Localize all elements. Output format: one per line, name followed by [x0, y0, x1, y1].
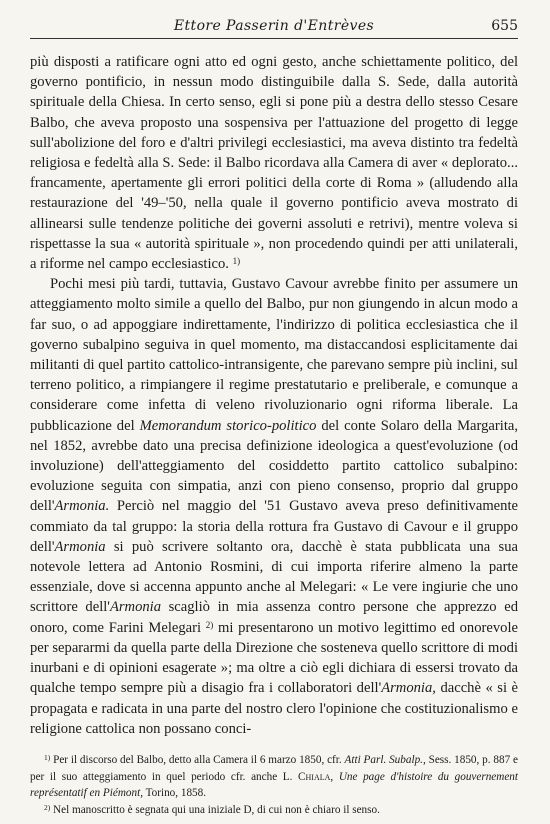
paragraph-2-text-e: scagliò in mia assenza contro persone che apprezzo ed onoro, come Farini Melegari — [30, 599, 518, 636]
paragraph-2-text-c: Perciò nel maggio del '51 Gustavo aveva preso definitivamente commiato da tal gruppo: la storia della rottura fra Gustavo di Cavour e il gruppo dell' — [30, 498, 518, 555]
paragraph-2-text-a: Pochi mesi più tardi, tuttavia, Gustavo Cavour avrebbe finito per assumere un atteggiamento molto simile a quello del Balbo, pur non giungendo in alcun modo a far suo, o ad appoggiare indirettamente, l'indirizzo di politica ecclesiastica che il governo subalpino seguiva in quel momento, ma distaccandosi esplicitamente dai militanti di quel partito cattolico-intransigente, che parevano sempre più inclini, sul terreno politico, a rimpiangere il regime prestatutario e preliberale, e comunque a considerare come infetta di veleno rivoluzionario ogni riforma liberale. La pubblicazione del — [30, 276, 518, 434]
paragraph-1 — [30, 52, 518, 274]
footnote-2 — [30, 802, 518, 819]
paragraph-2-text-g: dacchè « si è propagata e radicata in una parte del nostro clero l'opinione che costituzionalismo e religione cattolica non possano conci- — [30, 680, 518, 737]
footnote-1-text-a: Per il discorso del Balbo, detto alla Camera il 6 marzo 1850, cfr. — [50, 754, 345, 766]
footnote-1 — [30, 752, 518, 802]
paragraph-2 — [30, 274, 518, 739]
footnote-ref-2: 2) — [205, 619, 214, 630]
italic-armonia-1: Armonia. — [54, 498, 110, 515]
paragraph-2-text-f: mi presentarono un motivo legittimo ed onorevole per separarmi da quella parte della Direzione che sosteneva quello scrittore di modi inurbani e di opinioni esagerate »; ma oltre a ciò egli dichiara di essersi trovato da qualche tempo sempre più a disagio fra i collaboratori dell' — [30, 619, 518, 697]
footnotes — [30, 752, 518, 818]
paragraph-1-text: più disposti a ratificare ogni atto ed ogni gesto, anche schiettamente politico, del governo pontificio, in nessun modo distinguibile dalla S. Sede, dalla autorità spirituale della Chiesa. In certo senso, egli si pone più a destra dello stesso Cesare Balbo, che aveva proposto una sospensiva per l'attuazione del progetto di legge sull'abolizione del foro e d'altri privilegi ecclesiastici, ma aveva distinto tra fedeltà religiosa e fedeltà alla S. Sede: il Balbo ricordava alla Camera di aver « deplorato... francamente, apertamente gli errori politici della corte di Roma » (alludendo alla restaurazione del '49–'50, nella quale il governo pontificio aveva mostrato di allinearsi sulle tendenze politiche dei governi assoluti e retrivi), mentre voleva si rispettasse la sua « autorità spirituale », non procedendo quindi per atti unilaterali, a riforme nel campo ecclesiastico. — [30, 54, 518, 273]
italic-armonia-2: Armonia — [54, 538, 106, 555]
footnote-1-author: Chiala — [298, 770, 331, 783]
footnote-1-italic-a: Atti Parl. Subalp., — [344, 754, 426, 766]
footnote-2-text: Nel manoscritto è segnata qui una iniziale D, di cui non è chiaro il senso. — [50, 803, 380, 816]
italic-title-memorandum: Memorandum storico-politico — [139, 417, 317, 434]
footnote-1-mark: 1) — [44, 753, 51, 762]
footnote-2-mark: 2) — [44, 802, 51, 812]
footnote-1-text-d: Torino, 1858. — [143, 787, 207, 800]
running-title: Ettore Passerin d'Entrèves — [173, 18, 375, 34]
footnote-1-italic-b: Une page d'histoire du gouvernement représentatif en Piémont, — [30, 770, 518, 800]
footnote-ref-1: 1) — [232, 256, 241, 267]
italic-armonia-3: Armonia — [109, 599, 162, 616]
paragraph-2-text-d: si può scrivere soltanto ora, dacchè è stata pubblicata una sua notevole lettera ad Antonio Rosmini, di cui importa riferire almeno la parte essenziale, dove si accenna appunto anche al Melegari: « Le vere ingiurie che uno scrittore dell' — [30, 538, 518, 616]
body-text — [30, 52, 518, 739]
italic-armonia-4: Armonia, — [381, 680, 436, 697]
page-number: 655 — [491, 18, 518, 34]
running-header — [30, 14, 518, 39]
footnote-1-text-b: Sess. 1850, p. 887 e per il suo atteggiamento in quel periodo cfr. anche L. — [30, 754, 518, 783]
footnote-1-text-c: , — [330, 770, 339, 783]
paragraph-2-text-b: del conte Solaro della Margarita, nel 1852, avrebbe dato una precisa definizione ideologica a quest'evoluzione (od involuzione) dell'atteggiamento del cosiddetto partito cattolico subalpino: evoluzione seguita con simpatia, anzi con pieno consenso, proprio dal gruppo dell' — [30, 417, 519, 515]
